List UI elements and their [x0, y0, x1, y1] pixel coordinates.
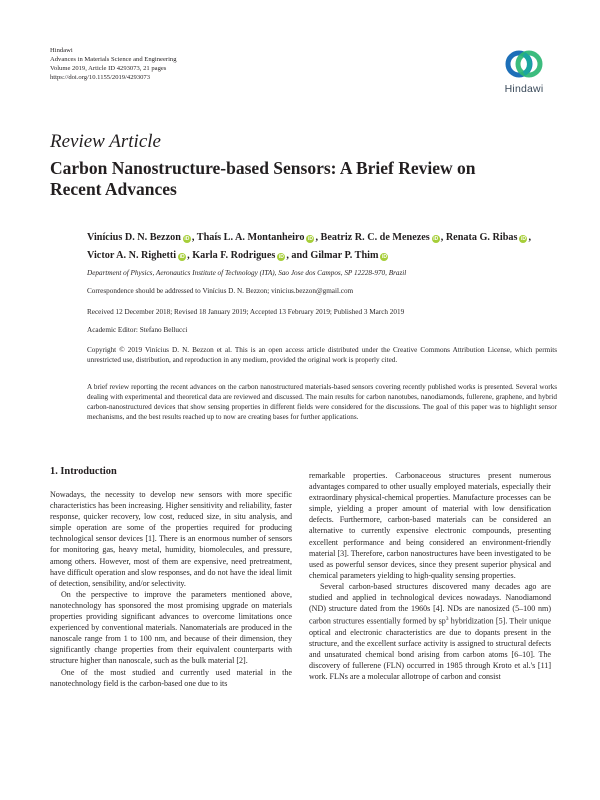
- publisher-name: Hindawi: [50, 47, 73, 54]
- text-run: hybridization [5]. Their unique optical and electronic characteristics are due to dopants present in the structure, and the excellent surface activity is assigned to structural defects and unsaturated chemical bond arising from carbon atoms [6–10]. The discovery of fullerene (FLN) occurred in 1985 through Kroto et al.'s [11] work. FLNs are a molecular allotrope of carbon and consist: [309, 616, 551, 682]
- author-name: Renata G. Ribas: [445, 232, 518, 243]
- author-name: Karla F. Rodrigues: [192, 250, 276, 261]
- orcid-icon[interactable]: iD: [278, 254, 284, 260]
- author-name: Victor A. N. Righetti: [87, 250, 177, 261]
- author-list: [87, 229, 557, 265]
- intro-paragraph-1: Nowadays, the necessity to develop new sensors with more specific characteristics has been increasing. Higher sensitivity and reliability, faster response, quicker recovery, low cost, reduced size, in situ analysis, and simple operation are some of the properties required for producing technological sensor devices [1]. There is an enormous number of sensors for monitoring gas, heavy metal, humidity, biomolecules, and pressure, among others. However, most of them are expensive, need pretreatment, have difficult operation and slow responses, and do not have the ideal limit of detection, sensibility, and/or selectivity.: [50, 490, 292, 588]
- hindawi-logo: [496, 46, 552, 106]
- article-type: Review Article: [50, 131, 161, 152]
- correspondence: Correspondence should be addressed to Vinícius D. N. Bezzon; vinicius.bezzon@gmail.com: [87, 287, 354, 295]
- author-separator: ,: [528, 232, 531, 243]
- journal-name: Advances in Materials Science and Engineering: [50, 56, 177, 63]
- author-name: Thaís L. A. Montanheiro: [196, 232, 305, 243]
- orcid-icon[interactable]: iD: [433, 236, 439, 242]
- doi-link[interactable]: https://doi.org/10.1155/2019/4293073: [50, 74, 151, 81]
- author-name: Beatriz R. C. de Menezes: [320, 232, 430, 243]
- paper-title: Carbon Nanostructure-based Sensors: A Brief Review on Recent Advances: [50, 158, 476, 199]
- intro-paragraph-3: One of the most studied and currently used material in the nanotechnology field is the carbon-based one due to its: [50, 667, 292, 688]
- affiliation: Department of Physics, Aeronautics Institute of Technology (ITA), Sao Jose dos Campos, SP 12228-970, Brazil: [87, 269, 407, 277]
- abstract: A brief review reporting the recent advances on the carbon nanostructured materials-based sensors covering recently published works is presented. Several works dealing with experimental and theoretical data are reviewed and discussed. The main results for carbon nanotubes, nanodiamonds, fullerene, graphene, and hybrid carbon-nanostructured devices that show sensing properties in different fields were considered for the discussions. The goal of this paper was to highlight sensor mechanisms, and the best results reached up to now are creating bases for further applications.: [87, 383, 557, 421]
- orcid-icon[interactable]: iD: [520, 236, 526, 242]
- intro-paragraph-2: On the perspective to improve the parameters mentioned above, nanotechnology has sponsored the most promising upgrade on materials properties providing significant advances to overcome limitations once experienced by conventional materials. Nanomaterials are produced in the nanoscale range from 1 to 100 nm, and because of their dimension, they significantly change properties from their equivalent counterparts with structure higher than nanoscale, such as the bulk material [2].: [50, 589, 292, 666]
- left-column: [50, 466, 292, 689]
- right-column: [309, 470, 551, 682]
- author-separator: ,: [315, 232, 321, 243]
- orcid-icon[interactable]: iD: [179, 254, 185, 260]
- author-separator: , and: [286, 250, 311, 261]
- article-dates: Received 12 December 2018; Revised 18 January 2019; Accepted 13 February 2019; Published 3 March 2019: [87, 308, 405, 316]
- intro-paragraph-4: [309, 581, 551, 683]
- journal-header: [50, 46, 310, 82]
- superscript: 3: [445, 616, 449, 623]
- orcid-icon[interactable]: iD: [381, 254, 387, 260]
- text-run: Several carbon-based structures discovered many decades ago are studied and applied in technological devices nowadays. Nanodiamond (ND) structure dated from the 1960s [4]. NDs are nanosized (5–100 nm) carbon structures essentially formed by sp: [309, 581, 551, 626]
- author-separator: ,: [440, 232, 446, 243]
- hindawi-logo-icon: [504, 46, 544, 82]
- volume-line: Volume 2019, Article ID 4293073, 21 pages: [50, 65, 167, 72]
- orcid-icon[interactable]: iD: [307, 236, 313, 242]
- author-name: Gilmar P. Thim: [310, 250, 379, 261]
- section-heading: 1. Introduction: [50, 466, 117, 477]
- author-name: Vinícius D. N. Bezzon: [87, 232, 181, 243]
- intro-paragraph-3-continued: remarkable properties. Carbonaceous structures present numerous advantages compared to other usually employed materials, especially their extraordinary physical-chemical properties. Manufacture processes can be simple, yielding a proper amount of material with low densification defects. Furthermore, carbon-based materials can be considered an alternative to currently expensive electronic compounds, presenting excellent performance and being considered an environment-friendly material [3]. Therefore, carbon nanostructures have been investigated to be used as powerful sensor devices, since they present superior physical and chemical parameters yielding to high-quality sensing properties.: [309, 471, 551, 580]
- academic-editor: Academic Editor: Stefano Bellucci: [87, 326, 188, 334]
- orcid-icon[interactable]: iD: [184, 236, 190, 242]
- author-separator: ,: [191, 232, 197, 243]
- author-separator: ,: [187, 250, 193, 261]
- logo-wordmark: Hindawi: [504, 83, 544, 95]
- copyright-notice: Copyright © 2019 Vinícius D. N. Bezzon et al. This is an open access article distributed under the Creative Commons Attribution License, which permits unrestricted use, distribution, and reproduction in any medium, provided the original work is properly cited.: [87, 346, 557, 364]
